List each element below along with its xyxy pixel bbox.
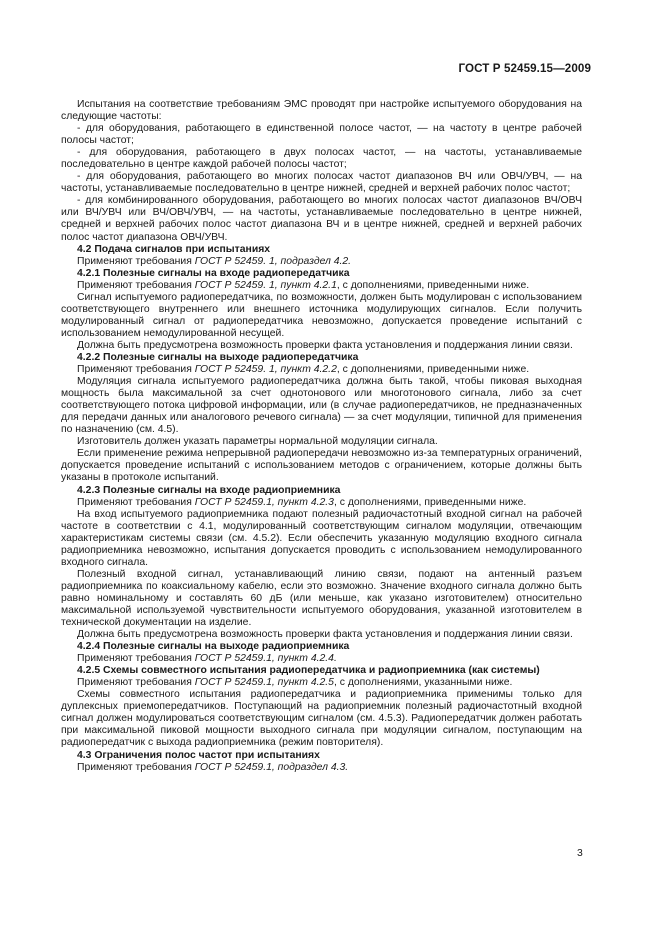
body-paragraph <box>61 509 582 569</box>
paragraph-text: Применяют требования <box>77 279 195 291</box>
paragraph-text: 4.2.5 Схемы совместного испытания радиопередатчика и радиоприемника (как системы) <box>77 665 540 677</box>
paragraph-text: Применяют требования <box>77 761 195 773</box>
section-heading <box>61 641 582 653</box>
reference-text: ГОСТ Р 52459.1, пункт 4.2.5 <box>194 677 334 689</box>
reference-text: ГОСТ Р 52459. 1, подраздел 4.2. <box>194 255 352 267</box>
paragraph-text: Если применение режима непрерывной радиопередачи невозможно из-за температурных ограничений, допускается проведение испытаний с использованием методов с ограничением, которые должны быть указаны в протоколе испытаний. <box>61 448 582 484</box>
paragraph-text: Схемы совместного испытания радиопередатчика и радиоприемника применимы только для дуплексных приемопередатчиков. Поступающий на радиоприемник полезный радиочастотный входной сигнал должен модулироваться соответствующим сигналом (см. 4.5.3). Радиопередатчик должен работать при максимальной пиковой мощности выходного сигнала при модуляции сигналом, поступающим на радиопередатчик с выхода радиоприемника (режим повторителя). <box>61 689 582 749</box>
body-paragraph <box>61 195 582 243</box>
body-paragraph <box>61 280 582 292</box>
section-heading <box>61 352 582 364</box>
reference-text: ГОСТ Р 52459. 1, пункт 4.2.1 <box>194 279 337 291</box>
document-body <box>61 99 582 774</box>
paragraph-text: 4.2.2 Полезные сигналы на выходе радиопередатчика <box>77 351 359 363</box>
body-paragraph <box>61 677 582 689</box>
body-paragraph <box>61 629 582 641</box>
document-header: ГОСТ Р 52459.15—2009 <box>458 62 591 75</box>
body-paragraph <box>61 448 582 484</box>
paragraph-text: 4.2 Подача сигналов при испытаниях <box>77 243 271 255</box>
body-paragraph <box>61 689 582 749</box>
section-heading <box>61 750 582 762</box>
paragraph-text: Модуляция сигнала испытуемого радиопередатчика должна быть такой, чтобы пиковая выходная мощность была максимальной за счет однотонового или многотонового сигнала, либо за счет соответствующего потока цифровой информации, или (в случае радиопередатчиков, не предназначенных для передачи данных или аналогового речевого сигнала) — за счет модуляции, типичной для применения по назначению (см. 4.5). <box>61 376 582 436</box>
paragraph-text: , с дополнениями, указанными ниже. <box>333 677 513 689</box>
paragraph-text: , с дополнениями, приведенными ниже. <box>333 496 527 508</box>
reference-text: ГОСТ Р 52459. 1, пункт 4.2.2 <box>194 364 337 376</box>
paragraph-text: На вход испытуемого радиоприемника подают полезный радиочастотный входной сигнал на рабочей частоте в соответствии с 4.1, модулированный соответствующим сигналом модуляции, отвечающим характеристикам системы связи (см. 4.5.2). Если обеспечить указанную модуляцию входного сигнала радиоприемника невозможно, испытания допускается проводить с использованием немодулированного входного сигнала. <box>61 508 582 568</box>
reference-text: ГОСТ Р 52459.1, пункт 4.2.4. <box>194 653 337 665</box>
section-heading <box>61 485 582 497</box>
paragraph-text: Испытания на соответствие требованиям ЭМС проводят при настройке испытуемого оборудования на следующие частоты: <box>61 99 582 123</box>
body-paragraph <box>61 256 582 268</box>
body-paragraph <box>61 376 582 436</box>
body-paragraph <box>61 436 582 448</box>
page-number: 3 <box>577 848 583 859</box>
reference-text: ГОСТ Р 52459.1, пункт 4.2.3 <box>194 496 334 508</box>
paragraph-text: , с дополнениями, приведенными ниже. <box>336 364 530 376</box>
paragraph-text: 4.2.1 Полезные сигналы на входе радиопередатчика <box>77 267 350 279</box>
paragraph-text: Сигнал испытуемого радиопередатчика, по возможности, должен быть модулирован с использованием соответствующего внутреннего или внешнего источника модулирующих сигналов. Если получить модулированный сигнал от радиопередатчика невозможно, допускается проведение испытаний с использованием немодулированной несущей. <box>61 291 582 339</box>
body-paragraph <box>61 171 582 195</box>
paragraph-text: Должна быть предусмотрена возможность проверки факта установления и поддержания линии связи. <box>77 629 573 641</box>
body-paragraph <box>61 123 582 147</box>
body-paragraph <box>61 292 582 340</box>
body-paragraph <box>61 653 582 665</box>
paragraph-text: Применяют требования <box>77 677 195 689</box>
paragraph-text: Применяют требования <box>77 255 195 267</box>
body-paragraph <box>61 99 582 123</box>
body-paragraph <box>61 340 582 352</box>
body-paragraph <box>61 364 582 376</box>
reference-text: ГОСТ Р 52459.1, подраздел 4.3. <box>194 761 349 773</box>
body-paragraph <box>61 569 582 629</box>
paragraph-text: - для оборудования, работающего в единственной полосе частот, — на частоту в центре рабочей полосы частот; <box>61 123 582 147</box>
paragraph-text: Применяют требования <box>77 496 195 508</box>
body-paragraph <box>61 147 582 171</box>
paragraph-text: 4.2.3 Полезные сигналы на входе радиоприемника <box>77 484 341 496</box>
paragraph-text: 4.2.4 Полезные сигналы на выходе радиоприемника <box>77 641 350 653</box>
paragraph-text: - для комбинированного оборудования, работающего во многих полосах частот диапазонов ВЧ/ОВЧ или ВЧ/УВЧ или ВЧ/ОВЧ/УВЧ, — на частоты, устанавливаемые последовательно в центре нижней, средней и верхней рабочих полос частот диапазона ВЧ и в центре нижней, средней и верхней рабочих полос частот диапазона ОВЧ/УВЧ. <box>61 195 582 243</box>
body-paragraph <box>61 497 582 509</box>
paragraph-text: - для оборудования, работающего в двух полосах частот, — на частоты, устанавливаемые последовательно в центре каждой рабочей полосы частот; <box>61 147 582 171</box>
section-heading <box>61 244 582 256</box>
section-heading <box>61 665 582 677</box>
paragraph-text: Полезный входной сигнал, устанавливающий линию связи, подают на антенный разъем радиоприемника по коаксиальному кабелю, если это возможно. Значение входного сигнала должно быть равно номинальному и составлять 60 дБ (или меньше, как указано изготовителем) относительно максимальной используемой чувствительности испытуемого оборудования, указанной изготовителем в технической документации на изделие. <box>61 568 582 629</box>
section-heading <box>61 268 582 280</box>
body-paragraph <box>61 762 582 774</box>
paragraph-text: Изготовитель должен указать параметры нормальной модуляции сигнала. <box>77 436 438 448</box>
paragraph-text: - для оборудования, работающего во многих полосах частот диапазонов ВЧ или ОВЧ/УВЧ, — на частоты, устанавливаемые последовательно в центре нижней, средней и верхней рабочих полос частот; <box>61 171 582 195</box>
paragraph-text: 4.3 Ограничения полос частот при испытаниях <box>77 749 320 761</box>
paragraph-text: , с дополнениями, приведенными ниже. <box>336 279 530 291</box>
paragraph-text: Применяют требования <box>77 653 195 665</box>
paragraph-text: Должна быть предусмотрена возможность проверки факта установления и поддержания линии связи. <box>77 339 573 351</box>
paragraph-text: Применяют требования <box>77 364 195 376</box>
